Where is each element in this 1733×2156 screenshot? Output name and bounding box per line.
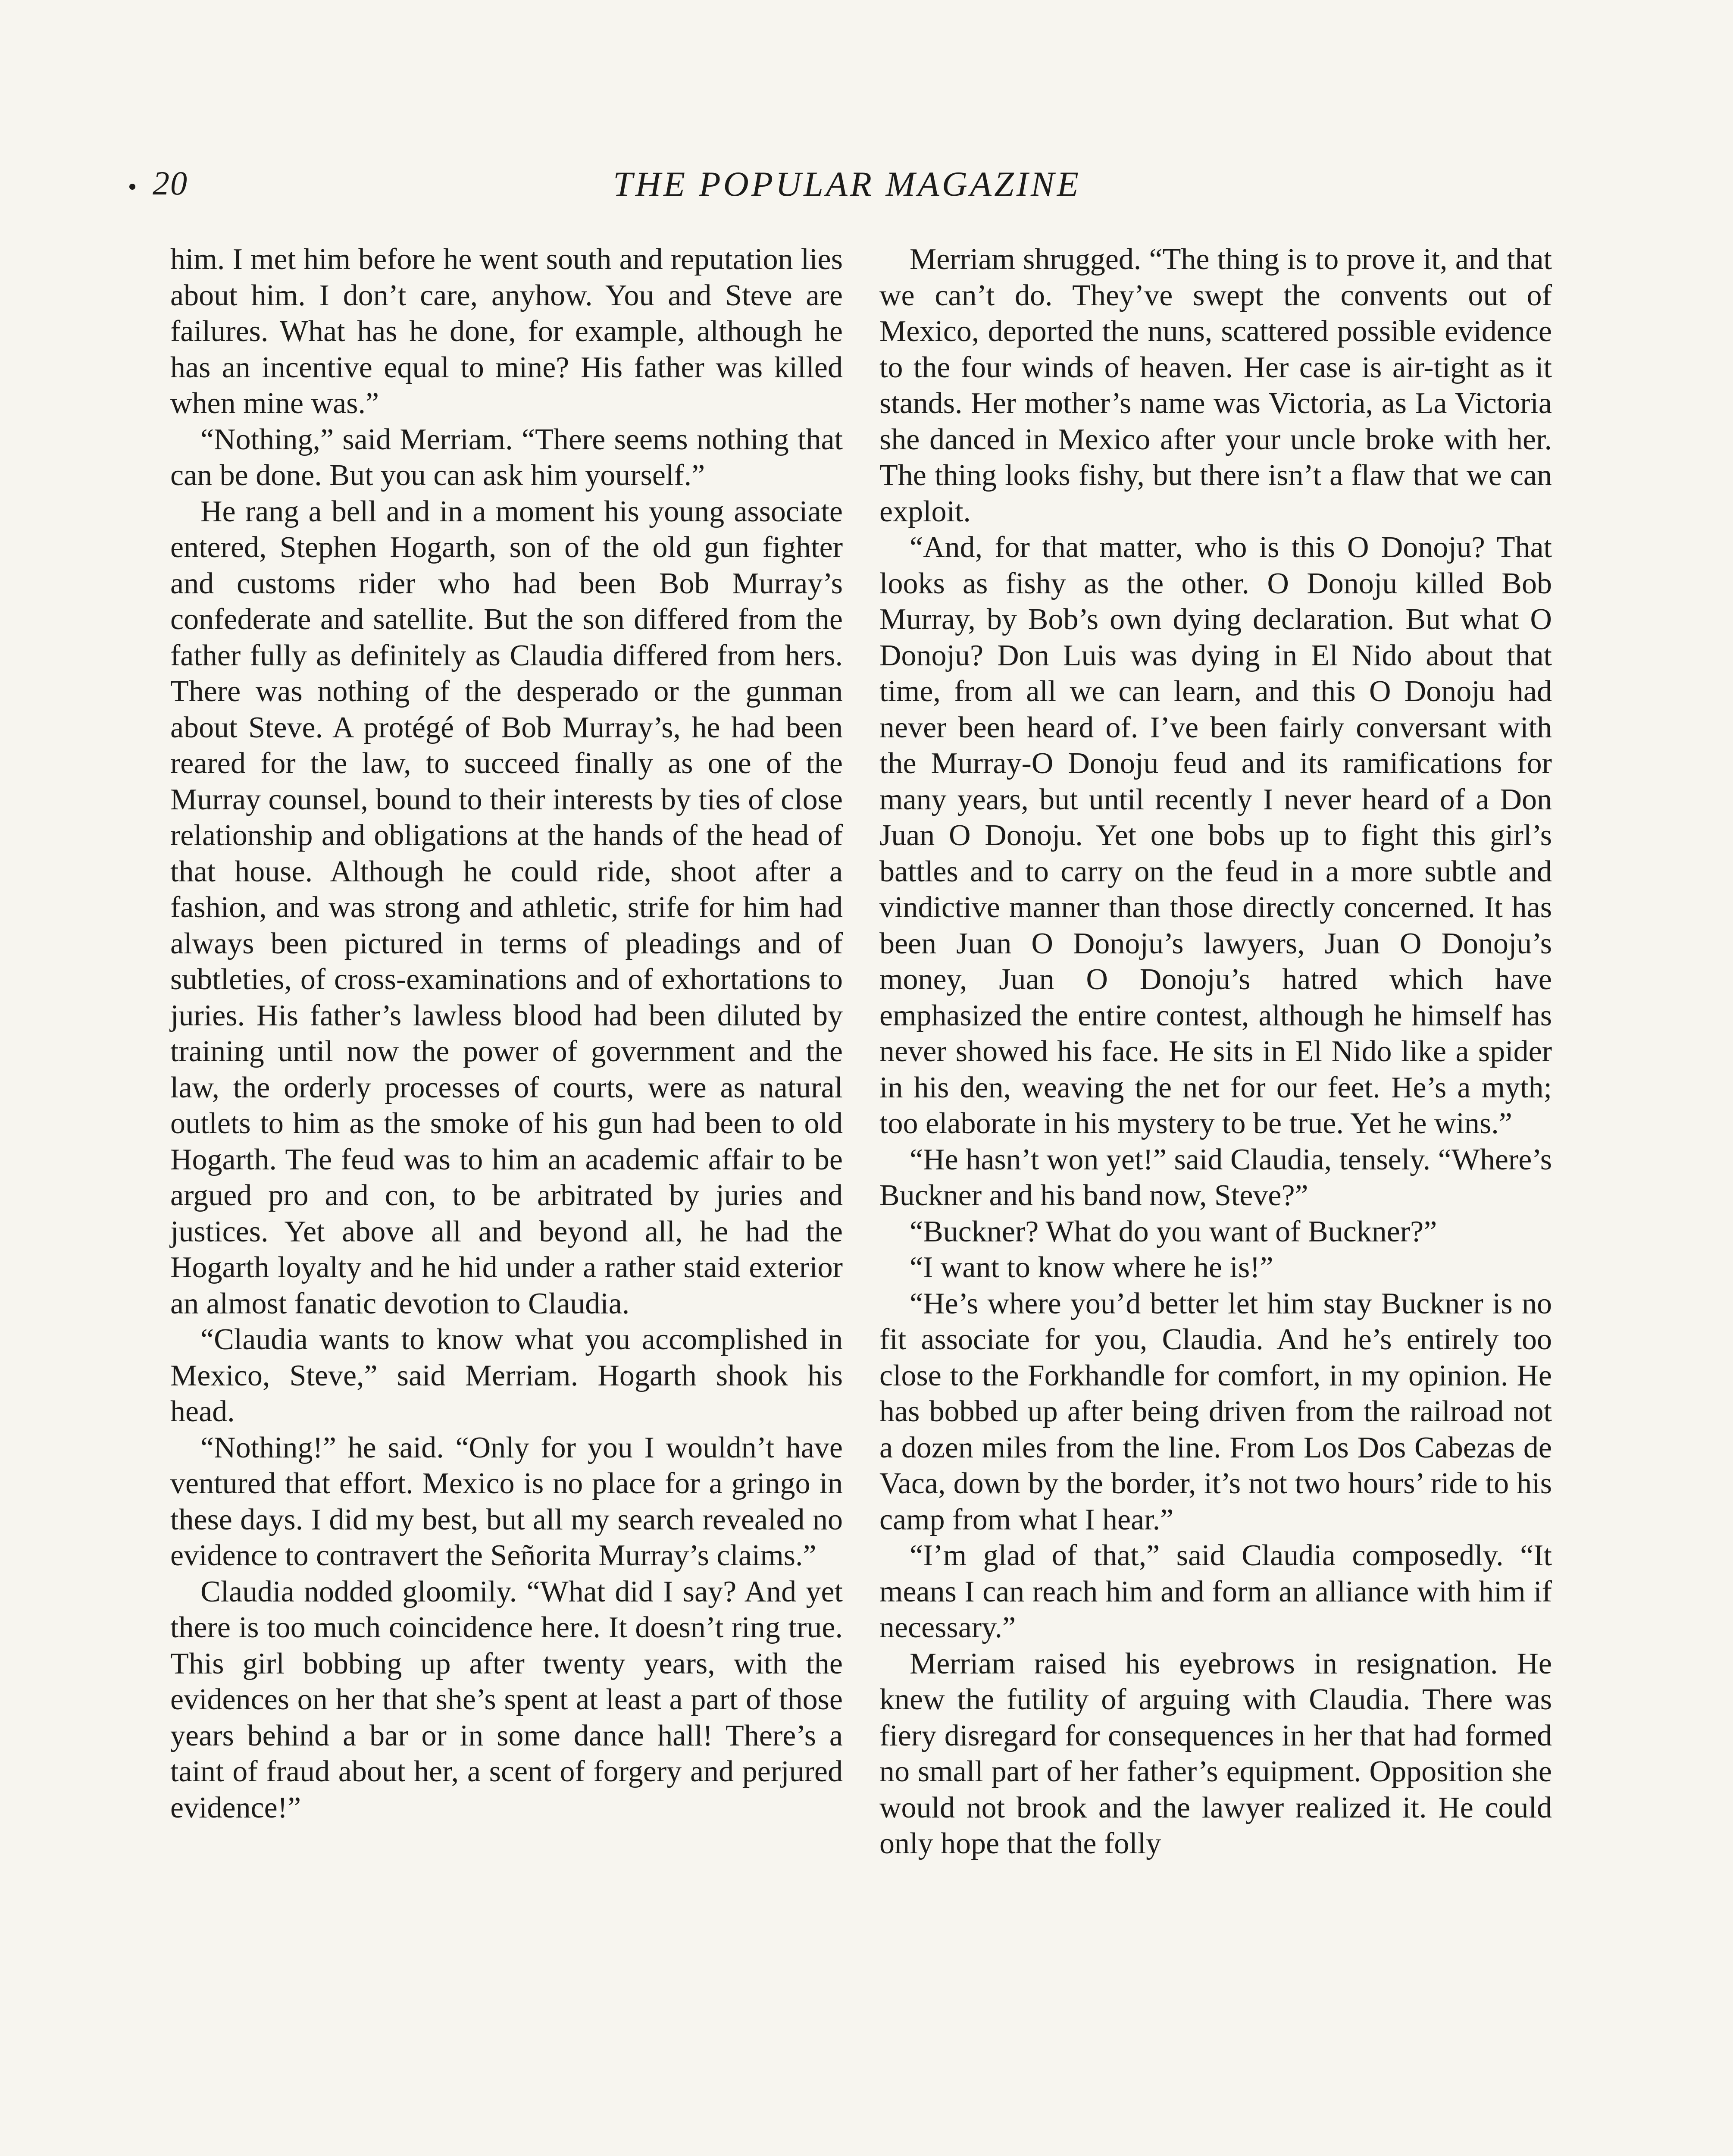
- paragraph: “I’m glad of that,” said Claudia composedly. “It means I can reach him and form an alliance with him if necessary.”: [879, 1539, 1552, 1644]
- paragraph: “And, for that matter, who is this O Donoju? That looks as fishy as the other. O Donoju killed Bob Murray, by Bob’s own dying declaration. But what O Donoju? Don Luis was dying in El Nido about that time, from all we can learn, and this O Donoju had never been heard of. I’ve been fairly conversant with the Murray-O Donoju feud and its ramifications for many years, but until recently I never heard of a Don Juan O Donoju. Yet one bobs up to fight this girl’s battles and to carry on the feud in a more subtle and vindictive manner than those directly concerned. It has been Juan O Donoju’s lawyers, Juan O Donoju’s money, Juan O Donoju’s hatred which have emphasized the entire contest, although he himself has never showed his face. He sits in El Nido like a spider in his den, weaving the net for our feet. He’s a myth; too elaborate in his mystery to be true. Yet he wins.”: [879, 531, 1552, 1140]
- page-header: [129, 164, 1565, 211]
- paragraph: “Claudia wants to know what you accomplished in Mexico, Steve,” said Merriam. Hogarth shook his head.: [170, 1323, 843, 1428]
- paragraph: “Nothing!” he said. “Only for you I wouldn’t have ventured that effort. Mexico is no place for a gringo in these days. I did my best, but all my search revealed no evidence to contravert the Señorita Murray’s claims.”: [170, 1431, 843, 1572]
- paragraph: Merriam raised his eyebrows in resignation. He knew the futility of arguing with Claudia. There was fiery disregard for consequences in her that had formed no small part of her father’s equipment. Opposition she would not brook and the lawyer realized it. He could only hope that the folly: [879, 1647, 1552, 1860]
- paragraph: He rang a bell and in a moment his young associate entered, Stephen Hogarth, son of the old gun fighter and customs rider who had been Bob Murray’s confederate and satellite. But the son differed from the father fully as definitely as Claudia differed from hers. There was nothing of the desperado or the gunman about Steve. A protégé of Bob Murray’s, he had been reared for the law, to succeed finally as one of the Murray counsel, bound to their interests by ties of close relationship and obligations at the hands of the head of that house. Although he could ride, shoot after a fashion, and was strong and athletic, strife for him had always been pictured in terms of pleadings and of subtleties, of cross-examinations and of exhortations to juries. His father’s lawless blood had been diluted by training until now the power of government and the law, the orderly processes of courts, were as natural outlets to him as the smoke of his gun had been to old Hogarth. The feud was to him an academic affair to be argued pro and con, to be arbitrated by juries and justices. Yet above all and beyond all, he had the Hogarth loyalty and he hid under a rather staid exterior an almost fanatic devotion to Claudia.: [170, 495, 843, 1320]
- paragraph: him. I met him before he went south and reputation lies about him. I don’t care, anyhow. You and Steve are failures. What has he done, for example, although he has an incentive equal to mine? His father was killed when mine was.”: [170, 243, 843, 420]
- paragraph: “He’s where you’d better let him stay Buckner is no fit associate for you, Claudia. And he’s entirely too close to the Forkhandle for comfort, in my opinion. He has bobbed up after being driven from the railroad not a dozen miles from the line. From Los Dos Cabezas de Vaca, down by the border, it’s not two hours’ ride to his camp from what I hear.”: [879, 1287, 1552, 1536]
- running-title: THE POPULAR MAGAZINE: [613, 164, 1081, 204]
- paragraph: Claudia nodded gloomily. “What did I say? And yet there is too much coincidence here. It doesn’t ring true. This girl bobbing up after twenty years, with the evidences on her that she’s spent at least a part of those years behind a bar or in some dance hall! There’s a taint of fraud about her, a scent of forgery and perjured evidence!”: [170, 1575, 843, 1824]
- paragraph: Merriam shrugged. “The thing is to prove it, and that we can’t do. They’ve swept the convents out of Mexico, deported the nuns, scattered possible evidence to the four winds of heaven. Her case is air-tight as it stands. Her mother’s name was Victoria, as La Victoria she danced in Mexico after your uncle broke with her. The thing looks fishy, but there isn’t a flaw that we can exploit.: [879, 243, 1552, 528]
- page-number: 20: [153, 164, 188, 202]
- paragraph: “Buckner? What do you want of Buckner?”: [910, 1215, 1437, 1248]
- paragraph: “He hasn’t won yet!” said Claudia, tensely. “Where’s Buckner and his band now, Steve?”: [879, 1143, 1552, 1212]
- right-column: [879, 241, 1552, 1862]
- left-column: [170, 241, 843, 1826]
- paragraph: “Nothing,” said Merriam. “There seems nothing that can be done. But you can ask him yourself.”: [170, 423, 843, 492]
- paragraph: “I want to know where he is!”: [910, 1251, 1273, 1284]
